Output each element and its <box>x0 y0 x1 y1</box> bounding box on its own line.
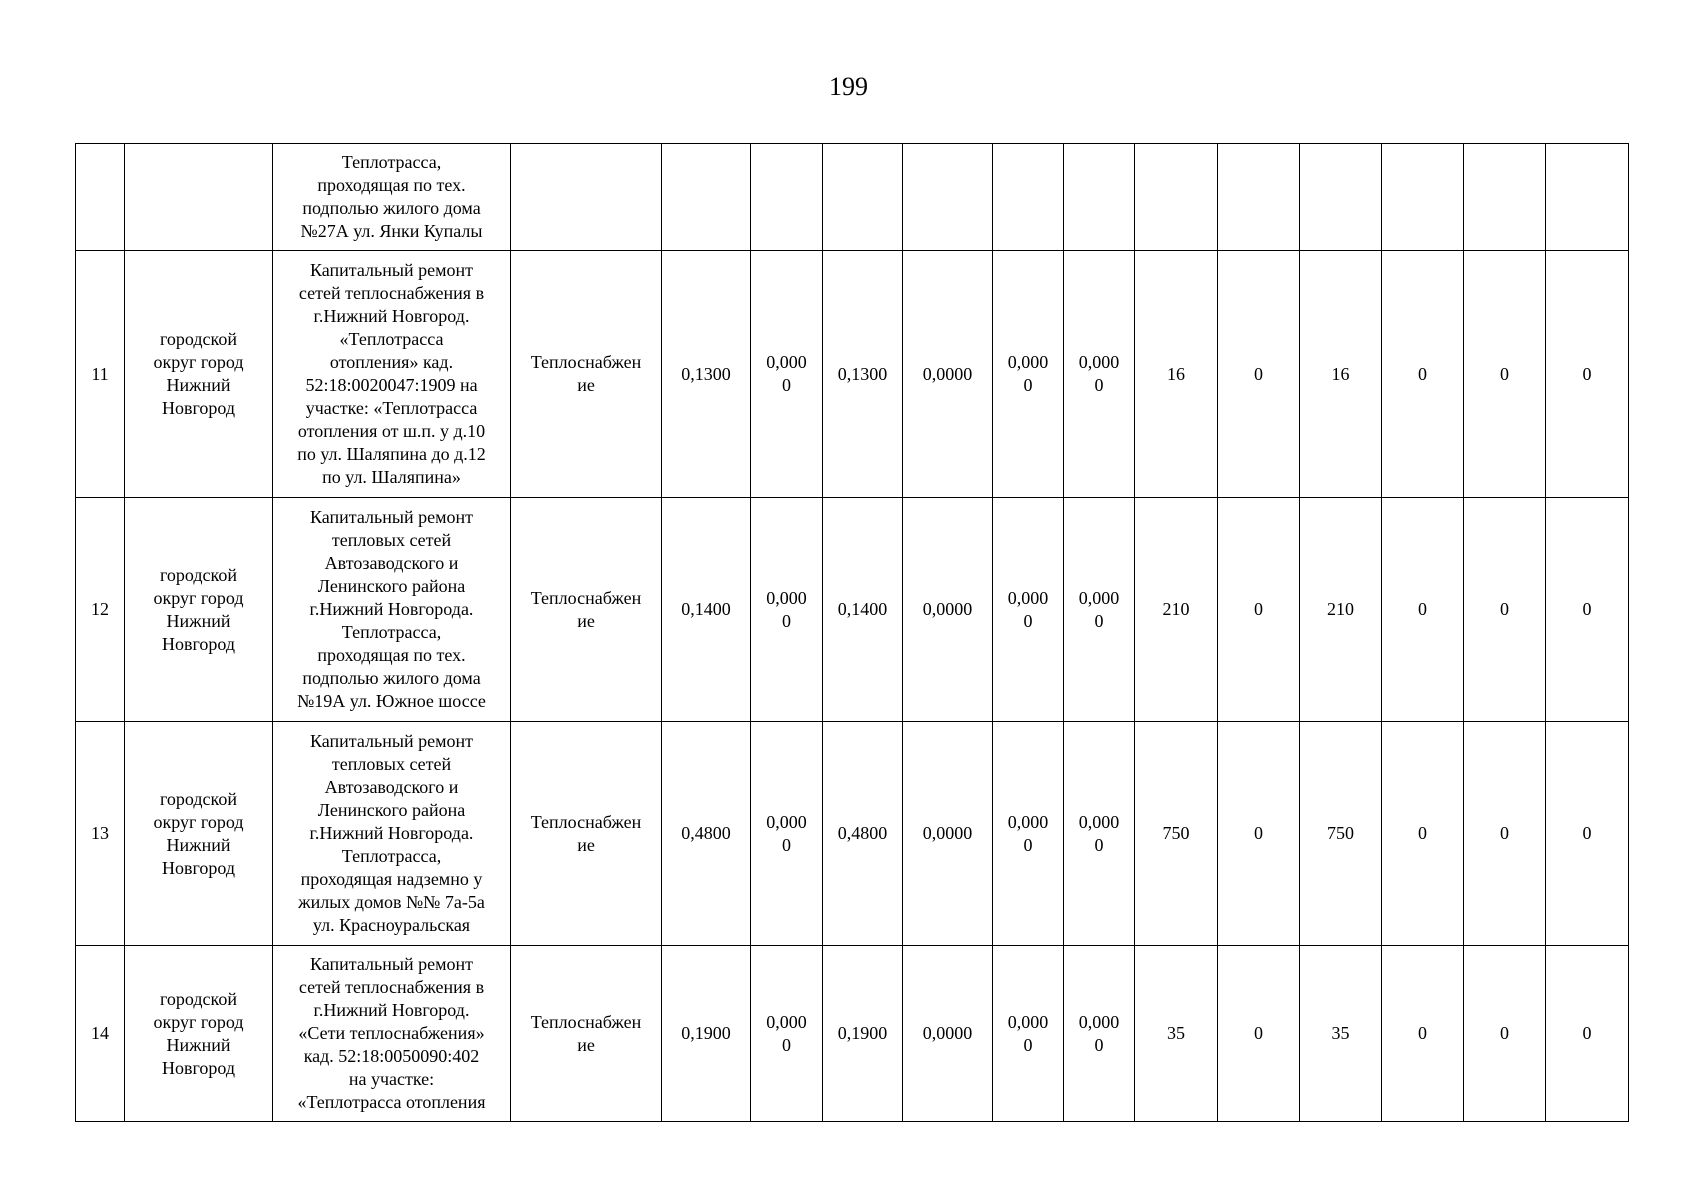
cell-value-3: 0,1300 <box>823 251 903 498</box>
cell-type: Теплоснабжен ие <box>511 722 662 946</box>
cell-cost-4: 0 <box>1382 498 1464 722</box>
cell-district: городской округ город Нижний Новгород <box>125 498 273 722</box>
cell-description: Капитальный ремонт тепловых сетей Автозаводского и Ленинского района г.Нижний Новгорода. Теплотрасса, проходящая надземно у жилых домов №№ 7а-5а ул. Красноуральская <box>273 722 511 946</box>
cell-cost-1: 210 <box>1135 498 1218 722</box>
cell-value-5: 0,000 0 <box>993 251 1064 498</box>
table-body <box>76 144 1629 1122</box>
cell-type: Теплоснабжен ие <box>511 946 662 1122</box>
cell-type <box>511 144 662 251</box>
cell-cost-6: 0 <box>1546 251 1629 498</box>
cell-cost-1: 35 <box>1135 946 1218 1122</box>
cell-description: Теплотрасса, проходящая по тех. подполью жилого дома №27А ул. Янки Купалы <box>273 144 511 251</box>
cell-district: городской округ город Нижний Новгород <box>125 251 273 498</box>
cell-value-2: 0,000 0 <box>751 722 823 946</box>
cell-value-2 <box>751 144 823 251</box>
table-row <box>76 144 1629 251</box>
cell-cost-1: 750 <box>1135 722 1218 946</box>
cell-cost-6: 0 <box>1546 946 1629 1122</box>
cell-value-2: 0,000 0 <box>751 251 823 498</box>
cell-cost-3: 750 <box>1300 722 1382 946</box>
cell-cost-6: 0 <box>1546 498 1629 722</box>
cell-number: 12 <box>76 498 125 722</box>
table-row <box>76 251 1629 498</box>
cell-value-5: 0,000 0 <box>993 946 1064 1122</box>
cell-cost-5 <box>1464 144 1546 251</box>
cell-value-2: 0,000 0 <box>751 498 823 722</box>
cell-number: 14 <box>76 946 125 1122</box>
table-row <box>76 946 1629 1122</box>
cell-cost-3: 210 <box>1300 498 1382 722</box>
cell-description: Капитальный ремонт тепловых сетей Автозаводского и Ленинского района г.Нижний Новгорода. Теплотрасса, проходящая по тех. подполью жилого дома №19А ул. Южное шоссе <box>273 498 511 722</box>
cell-value-6: 0,000 0 <box>1064 722 1135 946</box>
cell-value-3: 0,1900 <box>823 946 903 1122</box>
cell-value-4: 0,0000 <box>903 498 993 722</box>
cell-description: Капитальный ремонт сетей теплоснабжения в г.Нижний Новгород. «Теплотрасса отопления» кад. 52:18:0020047:1909 на участке: «Теплотрасса отопления от ш.п. у д.10 по ул. Шаляпина до д.12 по ул. Шаляпина» <box>273 251 511 498</box>
page-number: 199 <box>829 72 868 101</box>
cell-cost-4: 0 <box>1382 946 1464 1122</box>
cell-cost-4 <box>1382 144 1464 251</box>
cell-value-4: 0,0000 <box>903 722 993 946</box>
data-table <box>75 143 1629 1122</box>
cell-cost-5: 0 <box>1464 498 1546 722</box>
cell-type: Теплоснабжен ие <box>511 251 662 498</box>
cell-cost-2: 0 <box>1218 251 1300 498</box>
cell-value-6: 0,000 0 <box>1064 946 1135 1122</box>
cell-type: Теплоснабжен ие <box>511 498 662 722</box>
cell-cost-1 <box>1135 144 1218 251</box>
cell-number: 11 <box>76 251 125 498</box>
cell-cost-2: 0 <box>1218 722 1300 946</box>
cell-value-4: 0,0000 <box>903 946 993 1122</box>
cell-description: Капитальный ремонт сетей теплоснабжения в г.Нижний Новгород. «Сети теплоснабжения» кад. 52:18:0050090:402 на участке: «Теплотрасса отопления <box>273 946 511 1122</box>
cell-cost-2 <box>1218 144 1300 251</box>
cell-value-5: 0,000 0 <box>993 722 1064 946</box>
cell-value-5: 0,000 0 <box>993 498 1064 722</box>
cell-value-3: 0,4800 <box>823 722 903 946</box>
table-row <box>76 498 1629 722</box>
cell-cost-5: 0 <box>1464 946 1546 1122</box>
cell-cost-3 <box>1300 144 1382 251</box>
cell-district <box>125 144 273 251</box>
cell-cost-5: 0 <box>1464 251 1546 498</box>
cell-cost-6: 0 <box>1546 722 1629 946</box>
cell-value-1: 0,4800 <box>662 722 751 946</box>
cell-cost-6 <box>1546 144 1629 251</box>
cell-number <box>76 144 125 251</box>
cell-value-3 <box>823 144 903 251</box>
table-row <box>76 722 1629 946</box>
cell-number: 13 <box>76 722 125 946</box>
cell-cost-1: 16 <box>1135 251 1218 498</box>
cell-cost-2: 0 <box>1218 946 1300 1122</box>
cell-value-1: 0,1300 <box>662 251 751 498</box>
cell-cost-2: 0 <box>1218 498 1300 722</box>
cell-cost-3: 16 <box>1300 251 1382 498</box>
cell-value-1: 0,1400 <box>662 498 751 722</box>
cell-value-5 <box>993 144 1064 251</box>
cell-value-2: 0,000 0 <box>751 946 823 1122</box>
cell-value-4 <box>903 144 993 251</box>
cell-value-1: 0,1900 <box>662 946 751 1122</box>
cell-value-6: 0,000 0 <box>1064 498 1135 722</box>
cell-value-6: 0,000 0 <box>1064 251 1135 498</box>
cell-cost-4: 0 <box>1382 251 1464 498</box>
cell-value-4: 0,0000 <box>903 251 993 498</box>
cell-district: городской округ город Нижний Новгород <box>125 946 273 1122</box>
cell-cost-3: 35 <box>1300 946 1382 1122</box>
cell-value-6 <box>1064 144 1135 251</box>
cell-cost-5: 0 <box>1464 722 1546 946</box>
cell-value-1 <box>662 144 751 251</box>
cell-cost-4: 0 <box>1382 722 1464 946</box>
cell-value-3: 0,1400 <box>823 498 903 722</box>
cell-district: городской округ город Нижний Новгород <box>125 722 273 946</box>
